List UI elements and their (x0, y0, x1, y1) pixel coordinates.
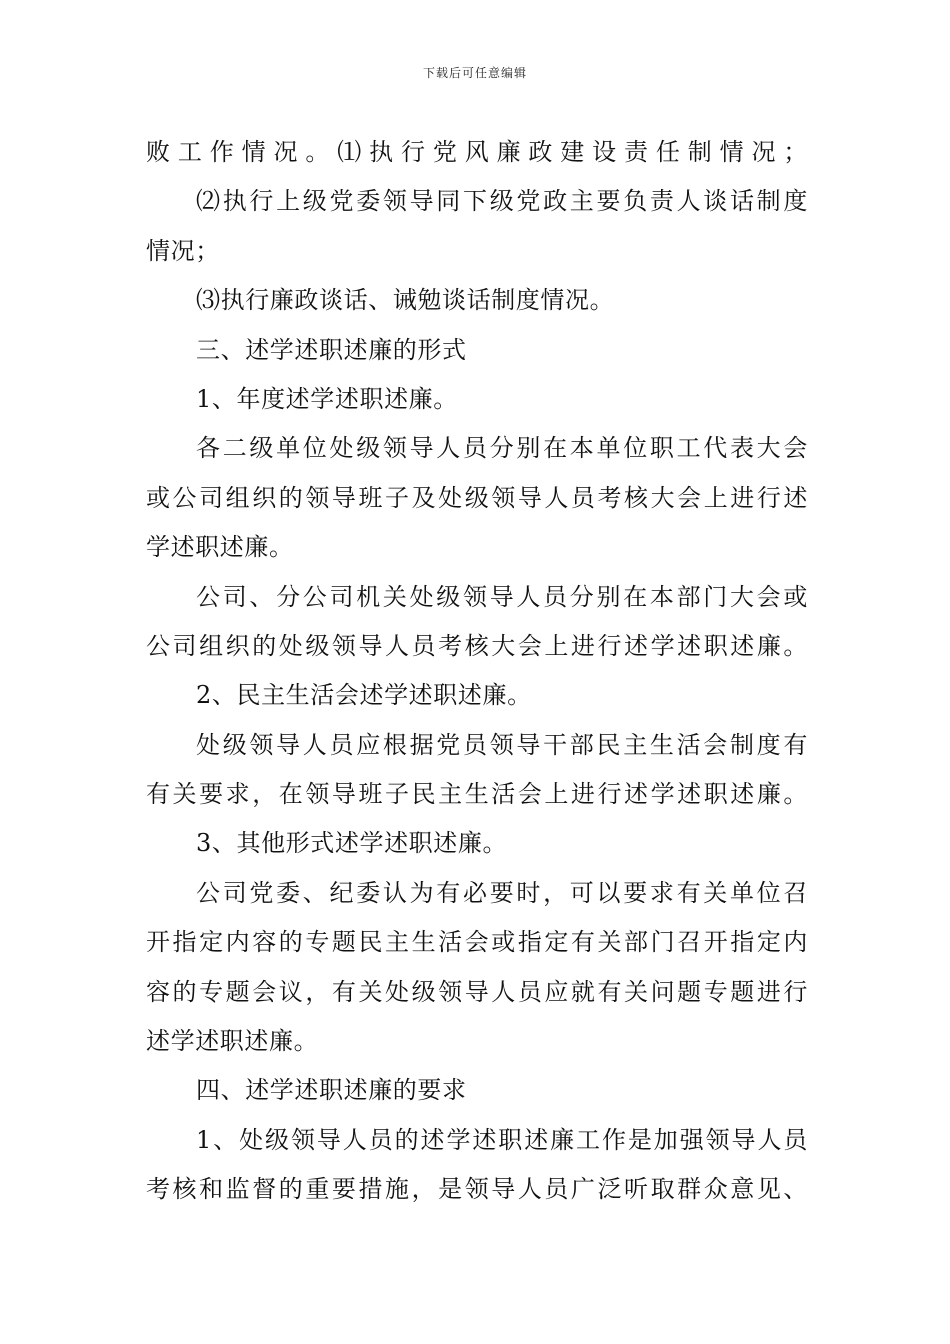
page-header-note: 下载后可任意编辑 (422, 66, 527, 80)
subsection-heading: 2、民主生活会述学述职述廉。 (196, 681, 532, 710)
subsection-heading: 3、其他形式述学述职述廉。 (196, 829, 508, 858)
text-line: 公司党委、纪委认为有必要时，可以要求有关单位召 (196, 878, 808, 907)
section-heading: 三、述学述职述廉的形式 (196, 335, 467, 364)
text-line: 或公司组织的领导班子及处级领导人员考核大会上进行述 (146, 483, 808, 512)
text-line: 开指定内容的专题民主生活会或指定有关部门召开指定内 (146, 928, 808, 957)
text-line: 1、处级领导人员的述学述职述廉工作是加强领导人员 (196, 1125, 808, 1154)
text-line: 容的专题会议，有关处级领导人员应就有关问题专题进行 (146, 977, 808, 1006)
text-line: 各二级单位处级领导人员分别在本单位职工代表大会 (196, 434, 808, 463)
text-line: 考核和监督的重要措施，是领导人员广泛听取群众意见、 (146, 1175, 808, 1204)
text-line: 处级领导人员应根据党员领导干部民主生活会制度有 (196, 730, 808, 759)
text-line: 公司组织的处级领导人员考核大会上进行述学述职述廉。 (146, 631, 808, 660)
text-line: 情况； (146, 236, 220, 265)
subsection-heading: 1、年度述学述职述廉。 (196, 384, 458, 413)
text-line: 述学述职述廉。 (146, 1027, 319, 1056)
text-line: 有关要求，在领导班子民主生活会上进行述学述职述廉。 (146, 780, 808, 809)
section-heading: 四、述学述职述廉的要求 (196, 1076, 467, 1105)
document-body (146, 128, 808, 1215)
text-line: 公司、分公司机关处级领导人员分别在本部门大会或 (196, 582, 808, 611)
text-line: ⑵执行上级党委领导同下级党政主要负责人谈话制度 (196, 187, 808, 216)
text-line: 学述职述廉。 (146, 533, 294, 562)
text-line: ⑶执行廉政谈话、诫勉谈话制度情况。 (196, 286, 615, 315)
text-line: 败工作情况。⑴执行党风廉政建设责任制情况； (146, 138, 808, 166)
